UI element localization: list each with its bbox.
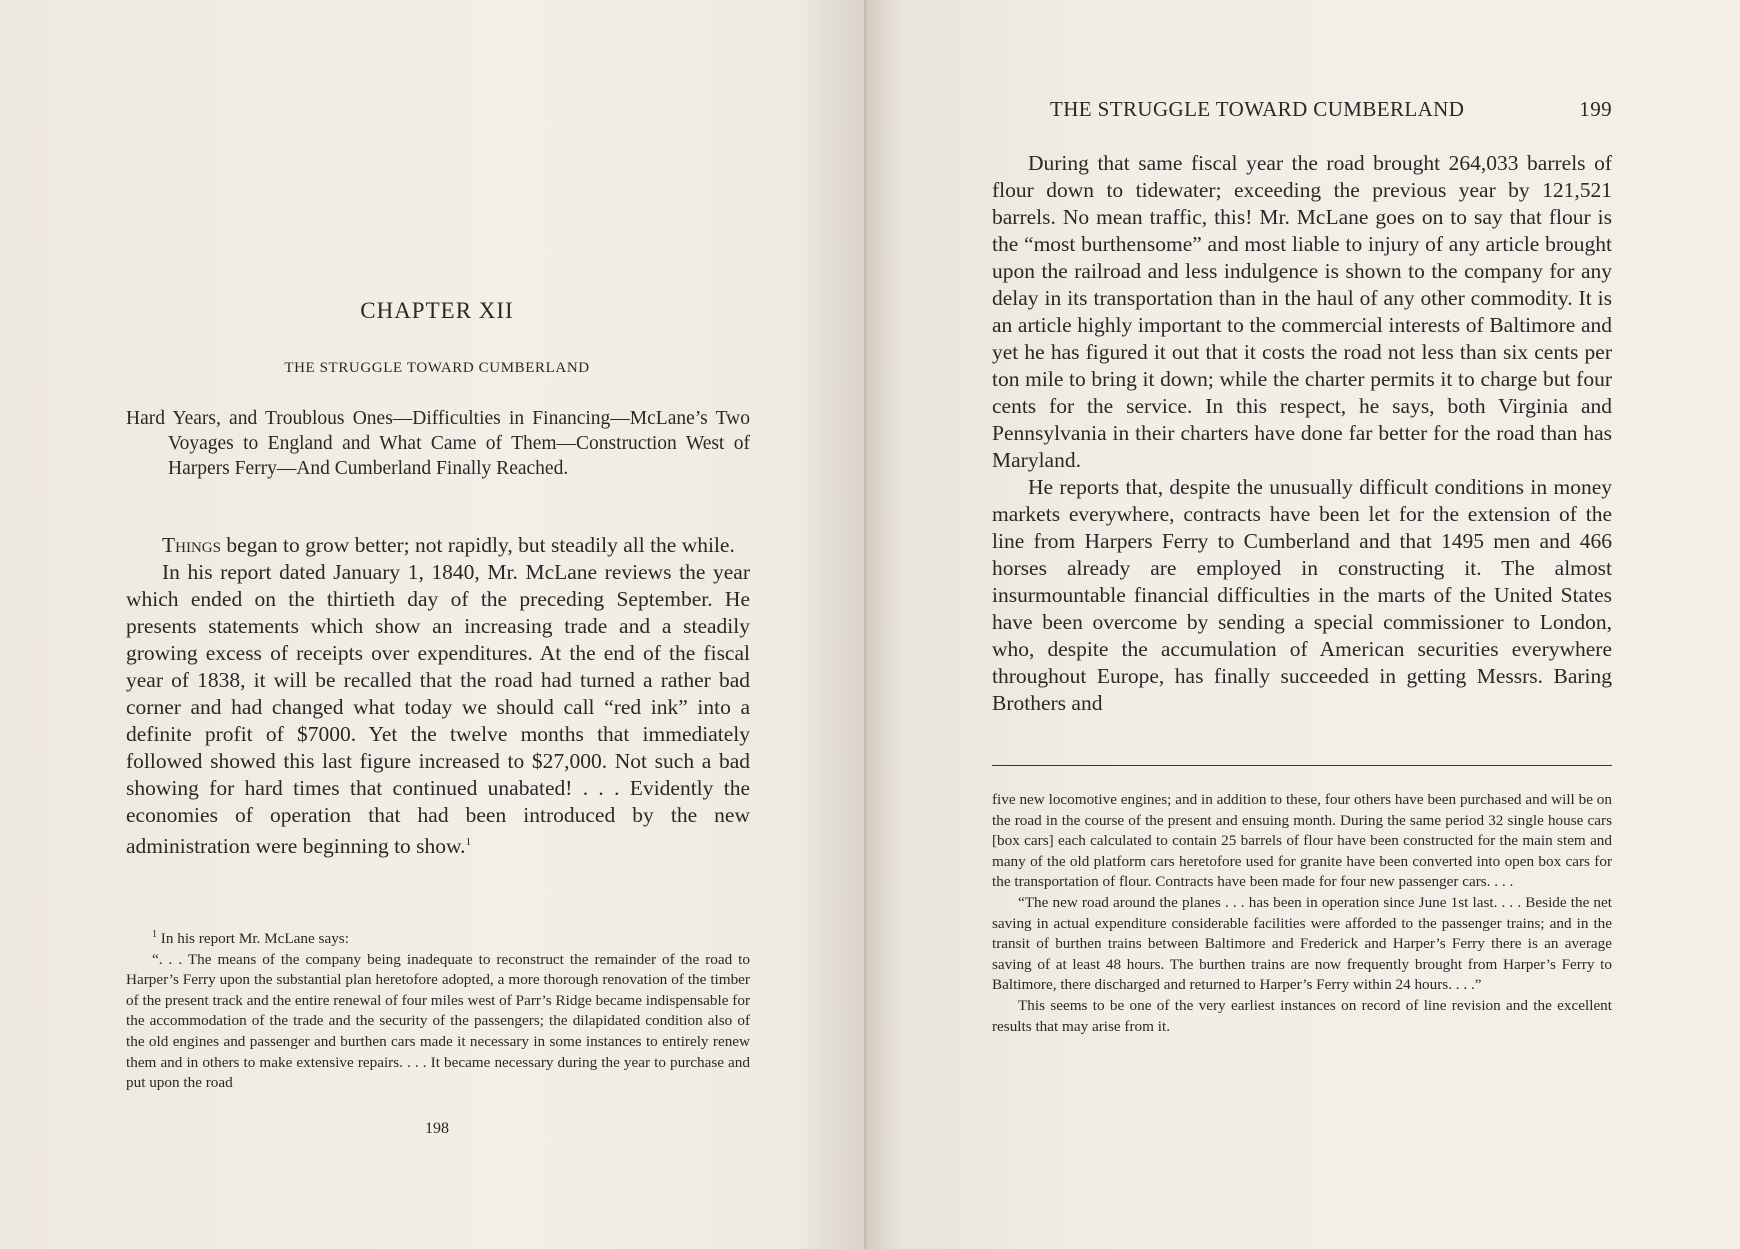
footnote-divider (992, 765, 1612, 766)
paragraph: He reports that, despite the unusually difficult conditions in money markets everywhere, contracts have been let for the extension of the line from Harpers Ferry to Cumberland and that 1495 men and 466 horses already are employed in constructing it. The almost insurmountable financial difficulties in the marts of the United States have been overcome by sending a special commissioner to London, who, despite the accumulation of American securities everywhere throughout Europe, has finally succeeded in getting Messrs. Baring Brothers and (992, 475, 1612, 715)
paragraph: During that same fiscal year the road brought 264,033 barrels of flour down to tidewater; exceeding the previous year by 121,521 barrels. No mean traffic, this! Mr. McLane goes on to say that flour is the “most burthensome” and most liable to injury of any article brought upon the railroad and less indulgence is shown to the company for any delay in its transportation than in the haul of any other commodity. It is an article highly important to the commercial interests of Baltimore and yet he has figured it out that it costs the road not less than six cents per ton mile to bring it down; while the charter permits it to charge but four cents for the service. In this respect, he says, both Virginia and Pennsylvania in their charters have done far better for the road than has Maryland. (992, 151, 1612, 472)
footnote-reference: 1 (465, 836, 472, 848)
running-head-title: THE STRUGGLE TOWARD CUMBERLAND (1050, 97, 1465, 121)
footnote-continuation: five new locomotive engines; and in addition to these, four others have been purchased and will be on the road in the course of the present and ensuing month. During the same period 32 single house cars [box cars] each calculated to contain 25 barrels of flour have been constructed for the main stem and many of the old platform cars heretofore used for granite have been converted into open box cars for the transportation of flour. Contracts have been made for four new passenger cars. . . . (992, 791, 1612, 891)
page-number: 199 (1579, 97, 1612, 121)
footnote-intro-text: In his report Mr. McLane says: (157, 930, 349, 948)
paragraph-lead: Things (162, 533, 221, 557)
footnote-marker: 1 (152, 929, 157, 940)
footnote-quote: “. . . The means of the company being inadequate to reconstruct the remainder of the road to Harper’s Ferry upon the substantial plan heretofore adopted, a more thorough renovation of the timber of the present track and the entire renewal of four miles west of Parr’s Ridge became indispensable for the accommodation of the trade and the security of the passengers; the dilapidated condition also of the old engines and passenger and burthen cars made it necessary in some instances to entirely renew them and in others to make extensive repairs. . . . It became necessary during the year to purchase and put upon the road (126, 950, 750, 1092)
footnote-quote: “The new road around the planes . . . has been in operation since June 1st last. . . . Beside the net saving in actual expenditure considerable facilities were afforded to the passenger trains; and in the transit of burthen trains between Baltimore and Frederick and Harper’s Ferry there is an average saving of at least 48 hours. The burthen trains are now frequently brought from Harper’s Ferry to Baltimore, there discharged and returned to Harper’s Ferry within 24 hours. . . .” (992, 893, 1612, 994)
paragraph (126, 532, 750, 559)
chapter-title: THE STRUGGLE TOWARD CUMBERLAND (284, 360, 590, 376)
left-footnote (126, 925, 750, 1094)
footnote-closing: This seems to be one of the very earliest instances on record of line revision and the excellent results that may arise from it. (992, 996, 1612, 1035)
footnote-intro (126, 925, 750, 950)
left-page (0, 0, 866, 1249)
right-footnote (992, 790, 1612, 1037)
right-body-text (992, 150, 1612, 717)
chapter-number: CHAPTER XII (360, 298, 514, 323)
page-number: 198 (425, 1120, 449, 1137)
left-body-text (126, 532, 750, 860)
paragraph-text: In his report dated January 1, 1840, Mr. McLane reviews the year which ended on the thirtieth day of the preceding September. He presents statements which show an increasing trade and a steadily growing excess of receipts over expenditures. At the end of the fiscal year of 1838, it will be recalled that the road had turned a rather bad corner and had changed what today we should call “red ink” into a definite profit of $7000. Yet the twelve months that immediately followed showed this last figure increased to $27,000. Not such a bad showing for hard times that continued unabated! . . . Evidently the economies of operation that had been introduced by the new administration were beginning to show. (126, 560, 750, 859)
paragraph-text: began to grow better; not rapidly, but steadily all the while. (220, 533, 735, 557)
chapter-synopsis: Hard Years, and Troublous Ones—Difficulties in Financing—McLane’s Two Voyages to England and What Came of Them—Construction West of Harpers Ferry—And Cumberland Finally Reached. (126, 408, 750, 479)
paragraph (126, 559, 750, 860)
